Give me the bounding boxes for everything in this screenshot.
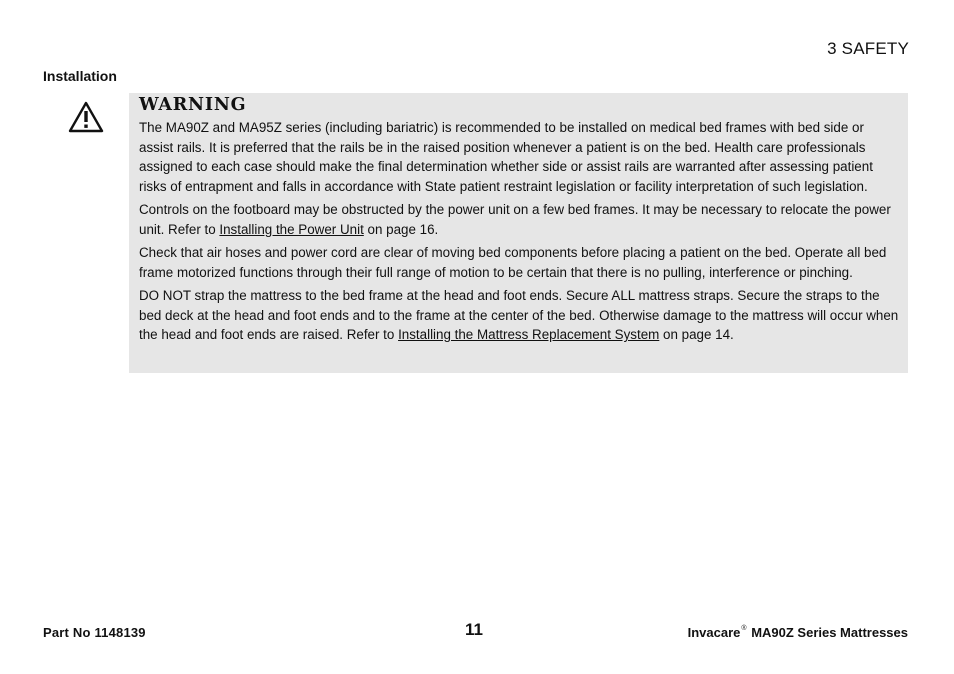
- warning-paragraph-power-unit: [139, 200, 900, 239]
- warning-title: WARNING: [139, 95, 247, 115]
- paragraph-text: Controls on the footboard may be obstructed by the power unit on a few bed frames. It may be necessary to relocate the power unit. Refer to: [139, 202, 891, 237]
- installing-power-unit-link[interactable]: Installing the Power Unit: [219, 221, 364, 237]
- brand-name: Invacare: [687, 625, 741, 640]
- footer-part-number: Part No 1148139: [43, 625, 146, 640]
- warning-paragraph-straps: [139, 286, 900, 345]
- footer-product-title: [688, 625, 908, 640]
- warning-box: [129, 93, 908, 373]
- warning-paragraph-hoses: Check that air hoses and power cord are clear of moving bed components before placing a patient on the bed. Operate all bed frame motorized functions through their full range of motion to be certain that there is no pulling, interference or pinching.: [139, 245, 887, 280]
- registered-mark: ®: [741, 625, 747, 632]
- section-header: 3 SAFETY: [827, 39, 909, 58]
- paragraph-text: on page 14.: [659, 327, 734, 342]
- installing-mattress-system-link[interactable]: Installing the Mattress Replacement System: [398, 327, 660, 342]
- warning-paragraph-rails: The MA90Z and MA95Z series (including bariatric) is recommended to be installed on medical bed frames with bed side or assist rails. It is preferred that the rails be in the raised position whenever a patient is on the bed. Health care professionals assigned to each case should make the final determination whether side or assist rails are warranted after assessing patient risks of entrapment and falls in accordance with State patient restraint legislation or facility interpretation of such legislation.: [139, 120, 873, 194]
- product-name: MA90Z Series Mattresses: [751, 625, 908, 640]
- section-subheading: Installation: [43, 68, 117, 84]
- paragraph-text: DO NOT strap the mattress to the bed frame at the head and foot ends. Secure ALL mattress straps. Secure the straps to the bed deck at the head and foot ends and to the frame at the center of the bed. Otherwise damage to the mattress will occur when the head and foot ends are raised. Refer to: [139, 288, 899, 342]
- page-number: 11: [465, 620, 483, 639]
- warning-triangle-icon: [68, 101, 104, 133]
- paragraph-text: on page 16.: [363, 221, 439, 237]
